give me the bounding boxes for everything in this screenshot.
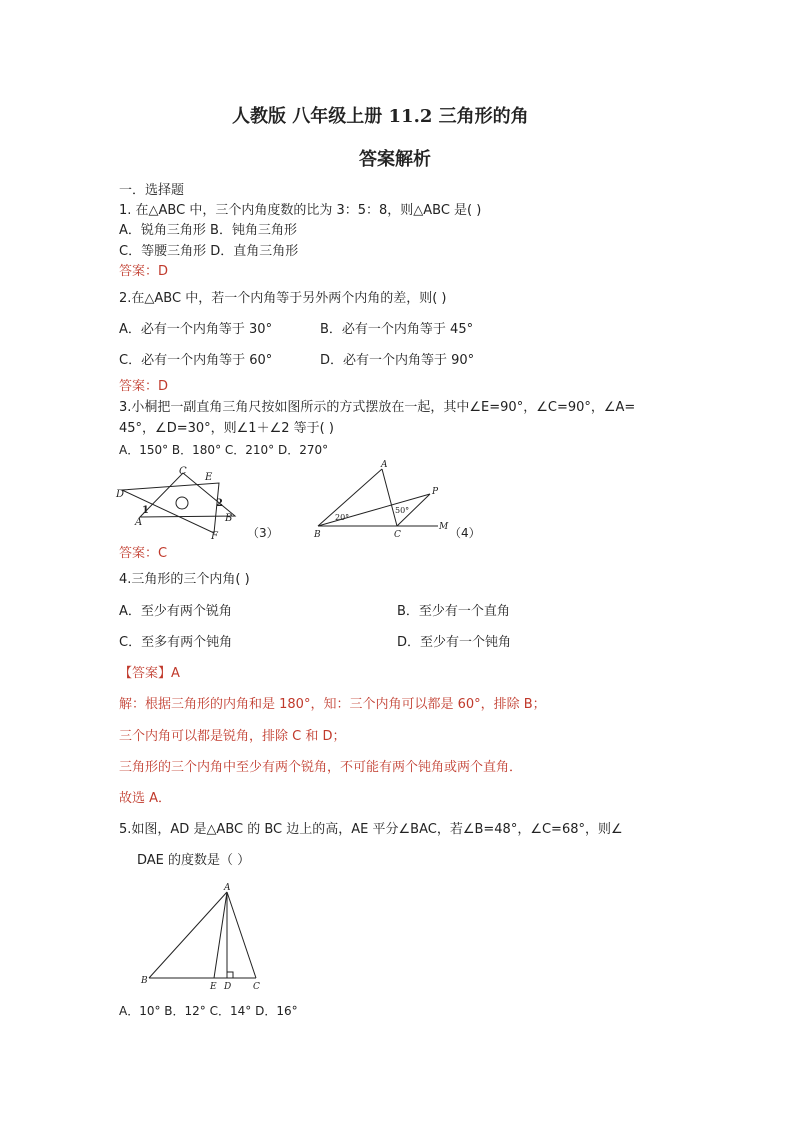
q5-figure bbox=[136, 882, 276, 992]
fig4-angle-50: 50° bbox=[395, 506, 410, 515]
q1-options-ab: A．锐角三角形 B．钝角三角形 bbox=[119, 223, 297, 238]
fig4-label-m: M bbox=[439, 522, 449, 532]
fig5-label-d: D bbox=[224, 982, 232, 992]
fig3-label-d: D bbox=[116, 489, 125, 500]
fig3-label-f: F bbox=[211, 531, 218, 542]
q1-stem: 1. 在△ABC 中，三个内角度数的比为 3：5：8，则△ABC 是( ) bbox=[119, 203, 482, 218]
q3-stem-line1: 3.小桐把一副直角三角尺按如图所示的方式摆放在一起，其中∠E=90°，∠C=90°，∠A= bbox=[119, 400, 636, 415]
fig3-label-e: E bbox=[205, 472, 213, 483]
q4-solution-line1: 解：根据三角形的内角和是 180°，知：三个内角可以都是 60°，排除 B； bbox=[119, 697, 546, 712]
fig3-label-1: 1 bbox=[142, 505, 149, 516]
q3-figure-4 bbox=[308, 455, 458, 540]
fig5-label-a: A bbox=[224, 883, 231, 893]
q4-option-b: B．至少有一个直角 bbox=[397, 604, 510, 619]
fig4-line-ac bbox=[382, 469, 397, 526]
q5-options: A．10° B．12° C．14° D．16° bbox=[119, 1004, 298, 1018]
section-heading: 一．选择题 bbox=[119, 183, 185, 198]
q4-option-c: C．至多有两个钝角 bbox=[119, 635, 233, 650]
document-subtitle: 答案解析 bbox=[359, 149, 431, 170]
document-title: 人教版 八年级上册 11.2 三角形的角 bbox=[232, 106, 529, 127]
fig5-label-b: B bbox=[141, 976, 148, 986]
q3-options: A．150° B．180° C．210° D．270° bbox=[119, 443, 329, 457]
q2-stem: 2.在△ABC 中，若一个内角等于另外两个内角的差，则( ) bbox=[119, 291, 447, 306]
fig4-angle-20: 20° bbox=[335, 513, 350, 522]
q2-answer: 答案：D bbox=[119, 379, 169, 394]
fig3-triangle-acb bbox=[140, 473, 235, 517]
q2-option-c: C．必有一个内角等于 60° bbox=[119, 353, 273, 368]
q1-options-cd: C．等腰三角形 D．直角三角形 bbox=[119, 244, 299, 259]
fig3-label-b: B bbox=[225, 513, 233, 524]
q5-stem-line1: 5.如图，AD 是△ABC 的 BC 边上的高，AE 平分∠BAC，若∠B=48°，∠C=68°，则∠ bbox=[119, 822, 623, 837]
fig3-label-2: 2 bbox=[216, 498, 223, 509]
fig5-right-angle-mark bbox=[227, 972, 233, 978]
q3-answer: 答案：C bbox=[119, 546, 168, 561]
q4-option-a: A．至少有两个锐角 bbox=[119, 604, 232, 619]
q5-stem-line2: DAE 的度数是（ ） bbox=[137, 853, 251, 868]
fig4-label-b: B bbox=[314, 530, 321, 540]
q1-answer: 答案：D bbox=[119, 264, 169, 279]
fig4-line-ba bbox=[318, 469, 382, 526]
fig5-label-c: C bbox=[253, 982, 260, 992]
q3-stem-line2: 45°，∠D=30°，则∠1＋∠2 等于( ) bbox=[119, 421, 334, 436]
fig4-label-a: A bbox=[381, 460, 388, 470]
fig5-label-e: E bbox=[210, 982, 217, 992]
q4-option-d: D．至少有一个钝角 bbox=[397, 635, 512, 650]
q2-option-d: D．必有一个内角等于 90° bbox=[320, 353, 475, 368]
fig4-label-p: P bbox=[432, 487, 439, 497]
fig3-label-c: C bbox=[179, 466, 187, 477]
fig5-line-ab bbox=[149, 892, 227, 978]
q3-figure-3-caption: （3） bbox=[247, 526, 279, 540]
q4-answer-label: 【答案】A bbox=[119, 666, 180, 681]
q4-solution-line4: 故选 A． bbox=[119, 791, 172, 806]
q2-option-b: B．必有一个内角等于 45° bbox=[320, 322, 474, 337]
fig4-label-c: C bbox=[394, 530, 401, 540]
q2-option-a: A．必有一个内角等于 30° bbox=[119, 322, 273, 337]
fig3-circle bbox=[176, 497, 188, 509]
q4-solution-line3: 三角形的三个内角中至少有两个锐角，不可能有两个钝角或两个直角． bbox=[119, 760, 523, 775]
q3-figure-4-caption: （4） bbox=[449, 526, 481, 540]
q4-solution-line2: 三个内角可以都是锐角，排除 C 和 D； bbox=[119, 729, 346, 744]
fig5-line-ac bbox=[227, 892, 256, 978]
q4-stem: 4.三角形的三个内角( ) bbox=[119, 572, 250, 587]
fig3-label-a: A bbox=[135, 517, 143, 528]
